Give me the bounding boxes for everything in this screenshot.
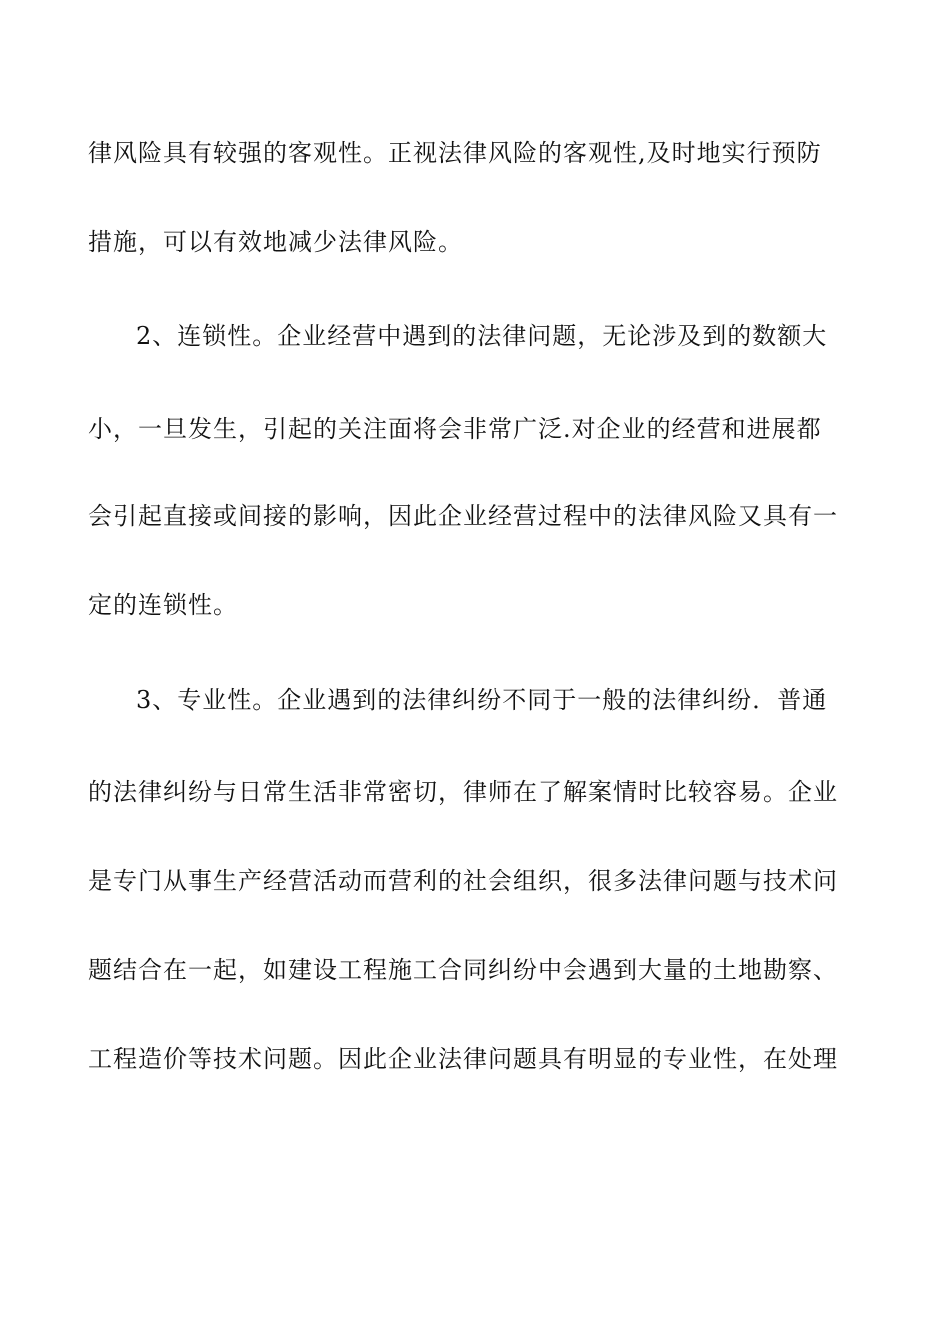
paragraph-line: 律风险具有较强的客观性。正视法律风险的客观性,及时地实行预防 [88, 139, 822, 167]
paragraph-line: 定的连锁性。 [88, 591, 238, 619]
paragraph-line: 措施，可以有效地减少法律风险。 [88, 228, 463, 256]
paragraph-line: 会引起直接或间接的影响，因此企业经营过程中的法律风险又具有一 [88, 502, 838, 530]
paragraph-line: 小，一旦发生，引起的关注面将会非常广泛.对企业的经营和进展都 [88, 415, 822, 443]
paragraph-line: 的法律纠纷与日常生活非常密切，律师在了解案情时比较容易。企业 [88, 778, 838, 806]
paragraph-line: 工程造价等技术问题。因此企业法律问题具有明显的专业性，在处理 [88, 1045, 838, 1073]
paragraph-line: 是专门从事生产经营活动而营利的社会组织，很多法律问题与技术问 [88, 867, 838, 895]
paragraph-line: 3、专业性。企业遇到的法律纠纷不同于一般的法律纠纷．普通 [136, 686, 828, 714]
paragraph-line: 2、连锁性。企业经营中遇到的法律问题，无论涉及到的数额大 [136, 322, 828, 350]
paragraph-line: 题结合在一起，如建设工程施工合同纠纷中会遇到大量的土地勘察、 [88, 956, 838, 984]
